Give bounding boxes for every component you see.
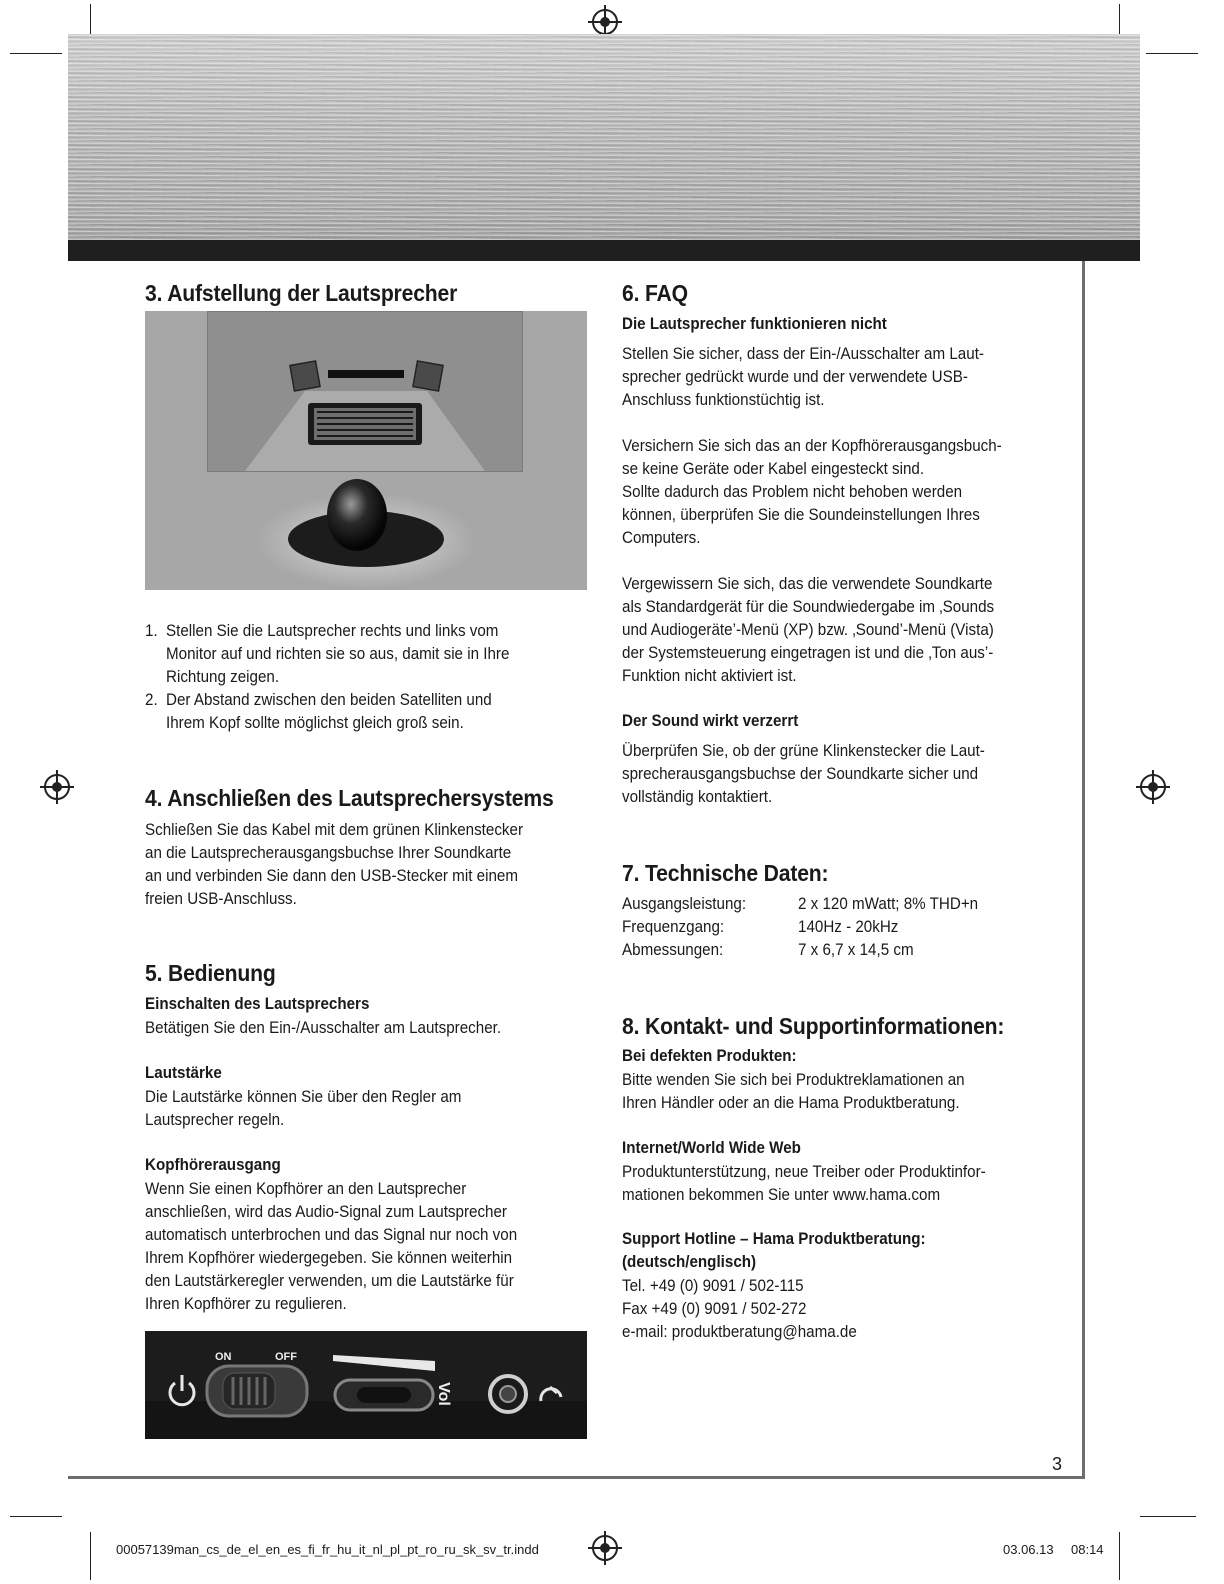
power-text	[145, 1017, 501, 1040]
text-line: Fax +49 (0) 9091 / 502-272	[622, 1300, 807, 1318]
text-line: Richtung zeigen.	[166, 668, 280, 686]
text-line: sprecher gedrückt wurde und der verwendete USB-	[622, 368, 968, 386]
text-line: Ihrem Kopfhörer wiedergegeben. Sie können weiterhin	[145, 1249, 513, 1267]
page-frame-bottom	[68, 1476, 1085, 1479]
faq-q1-p1	[622, 343, 984, 412]
spec-label: Ausgangsleistung:	[622, 895, 747, 913]
page-number: 3	[1052, 1454, 1063, 1474]
step-text	[166, 689, 492, 735]
section-4-title: 4. Anschließen des Lautsprechersystems	[145, 785, 554, 811]
text-line: Die Lautstärke können Sie über den Regler am	[145, 1088, 462, 1106]
volume-text	[145, 1086, 461, 1132]
text-line: Überprüfen Sie, ob der grüne Klinkenstecker die Laut-	[622, 742, 985, 760]
section-6-title: 6. FAQ	[622, 280, 688, 306]
crop-mark-br-v	[1119, 1532, 1120, 1580]
text-line: und Audiogeräte’-Menü (XP) bzw. ‚Sound’-Menü (Vista)	[622, 621, 994, 639]
text-line: Produktunterstützung, neue Treiber oder Produktinfor-	[622, 1163, 986, 1181]
speaker-placement-figure	[145, 311, 587, 590]
text-line: als Standardgerät für die Soundwiedergabe im ‚Sounds	[622, 598, 995, 616]
contact-defect-text	[622, 1069, 965, 1115]
text-line: können, überprüfen Sie die Soundeinstellungen Ihres	[622, 506, 980, 524]
text-line: Versichern Sie sich das an der Kopfhörerausgangsbuch-	[622, 437, 1002, 455]
text-line: anschließen, wird das Audio-Signal zum Lautsprecher	[145, 1203, 507, 1221]
text-line: den Lautstärkeregler verwenden, um die Lautstärke für	[145, 1272, 514, 1290]
text-line: freien USB-Anschluss.	[145, 890, 297, 908]
step-number: 2.	[145, 691, 158, 709]
crop-mark-bl-h	[10, 1516, 62, 1517]
faq-q2-title: Der Sound wirkt verzerrt	[622, 712, 799, 730]
headphone-text	[145, 1178, 517, 1316]
sub-heading-power: Einschalten des Lautsprechers	[145, 995, 370, 1013]
text-line: Anschluss funktionstüchtig ist.	[622, 391, 825, 409]
text-line: automatisch unterbrochen und das Signal nur noch von	[145, 1226, 518, 1244]
contact-hotline-languages: (deutsch/englisch)	[622, 1253, 757, 1271]
sub-heading-volume: Lautstärke	[145, 1064, 222, 1082]
switch-on-label: ON	[215, 1351, 232, 1363]
text-line: Stellen Sie die Lautsprecher rechts und links vom	[166, 622, 499, 640]
crop-mark-br-h	[1140, 1516, 1196, 1517]
spec-label: Abmessungen:	[622, 941, 724, 959]
faq-q1-p3	[622, 573, 994, 688]
crop-mark-tr-h	[1146, 53, 1198, 54]
volume-label: Vol	[434, 1382, 452, 1406]
slug-date: 03.06.13	[1003, 1542, 1054, 1557]
section-7-title: 7. Technische Daten:	[622, 860, 829, 886]
step-number: 1.	[145, 622, 158, 640]
control-panel-figure	[145, 1331, 587, 1439]
faq-q2-p1	[622, 740, 985, 809]
slug-filename: 00057139man_cs_de_el_en_es_fi_fr_hu_it_nl_pl_pt_ro_ru_sk_sv_tr.indd	[116, 1542, 539, 1557]
spec-value: 140Hz - 20kHz	[798, 918, 899, 936]
section-5-title: 5. Bedienung	[145, 960, 276, 986]
switch-off-label: OFF	[275, 1351, 297, 1363]
spec-label: Frequenzgang:	[622, 918, 725, 936]
text-line: Sollte dadurch das Problem nicht behoben werden	[622, 483, 963, 501]
faq-q1-p2	[622, 435, 1002, 550]
text-line: Vergewissern Sie sich, das die verwendete Soundkarte	[622, 575, 993, 593]
step-text	[166, 620, 509, 689]
spec-value: 2 x 120 mWatt; 8% THD+n	[798, 895, 979, 913]
text-line: Stellen Sie sicher, dass der Ein-/Ausschalter am Laut-	[622, 345, 984, 363]
slug-time: 08:14	[1071, 1542, 1104, 1557]
crop-mark-tl-h	[10, 53, 62, 54]
placement-drawing	[145, 311, 587, 590]
text-line: Ihren Kopfhörer zu regulieren.	[145, 1295, 347, 1313]
faq-q1-title: Die Lautsprecher funktionieren nicht	[622, 315, 887, 333]
registration-mark-top	[592, 9, 618, 35]
spec-value: 7 x 6,7 x 14,5 cm	[798, 941, 914, 959]
text-line: Betätigen Sie den Ein-/Ausschalter am Lautsprecher.	[145, 1019, 502, 1037]
section-3-title: 3. Aufstellung der Lautsprecher	[145, 280, 458, 306]
page-frame-right	[1082, 261, 1085, 1479]
text-line: mationen bekommen Sie unter www.hama.com	[622, 1186, 941, 1204]
contact-web-text	[622, 1161, 986, 1207]
text-line: Wenn Sie einen Kopfhörer an den Lautsprecher	[145, 1180, 467, 1198]
text-line: Schließen Sie das Kabel mit dem grünen Klinkenstecker	[145, 821, 524, 839]
crop-mark-bl-v	[90, 1532, 91, 1580]
text-line: Ihrem Kopf sollte möglichst gleich groß sein.	[166, 714, 464, 732]
text-line: Funktion nicht aktiviert ist.	[622, 667, 797, 685]
text-line: Monitor auf und richten sie so aus, damit sie in Ihre	[166, 645, 510, 663]
text-line: Tel. +49 (0) 9091 / 502-115	[622, 1277, 804, 1295]
text-line: Der Abstand zwischen den beiden Satelliten und	[166, 691, 492, 709]
text-line: Lautsprecher regeln.	[145, 1111, 285, 1129]
text-line: an und verbinden Sie dann den USB-Stecker mit einem	[145, 867, 518, 885]
registration-mark-right	[1140, 774, 1166, 800]
text-line: Ihren Händler oder an die Hama Produktberatung.	[622, 1094, 960, 1112]
contact-hotline-title: Support Hotline – Hama Produktberatung:	[622, 1230, 926, 1248]
header-bar	[68, 240, 1140, 261]
text-line: e-mail: produktberatung@hama.de	[622, 1323, 857, 1341]
text-line: se keine Geräte oder Kabel eingesteckt sind.	[622, 460, 925, 478]
contact-web-title: Internet/World Wide Web	[622, 1139, 801, 1157]
control-panel-drawing	[145, 1331, 587, 1439]
registration-mark-bottom	[592, 1535, 618, 1561]
section-4-text	[145, 819, 523, 911]
section-8-title: 8. Kontakt- und Supportinformationen:	[622, 1013, 1005, 1039]
text-line: Computers.	[622, 529, 701, 547]
registration-mark-left	[44, 774, 70, 800]
text-line: Bitte wenden Sie sich bei Produktreklamationen an	[622, 1071, 965, 1089]
text-line: der Systemsteuerung eingetragen ist und die ‚Ton aus’-	[622, 644, 994, 662]
sub-heading-headphone: Kopfhörerausgang	[145, 1156, 281, 1174]
text-line: sprecherausgangsbuchse der Soundkarte sicher und	[622, 765, 979, 783]
header-banner	[68, 34, 1140, 260]
contact-defect-title: Bei defekten Produkten:	[622, 1047, 797, 1065]
contact-hotline-text	[622, 1275, 857, 1344]
text-line: an die Lautsprecherausgangsbuchse Ihrer Soundkarte	[145, 844, 512, 862]
text-line: vollständig kontaktiert.	[622, 788, 773, 806]
